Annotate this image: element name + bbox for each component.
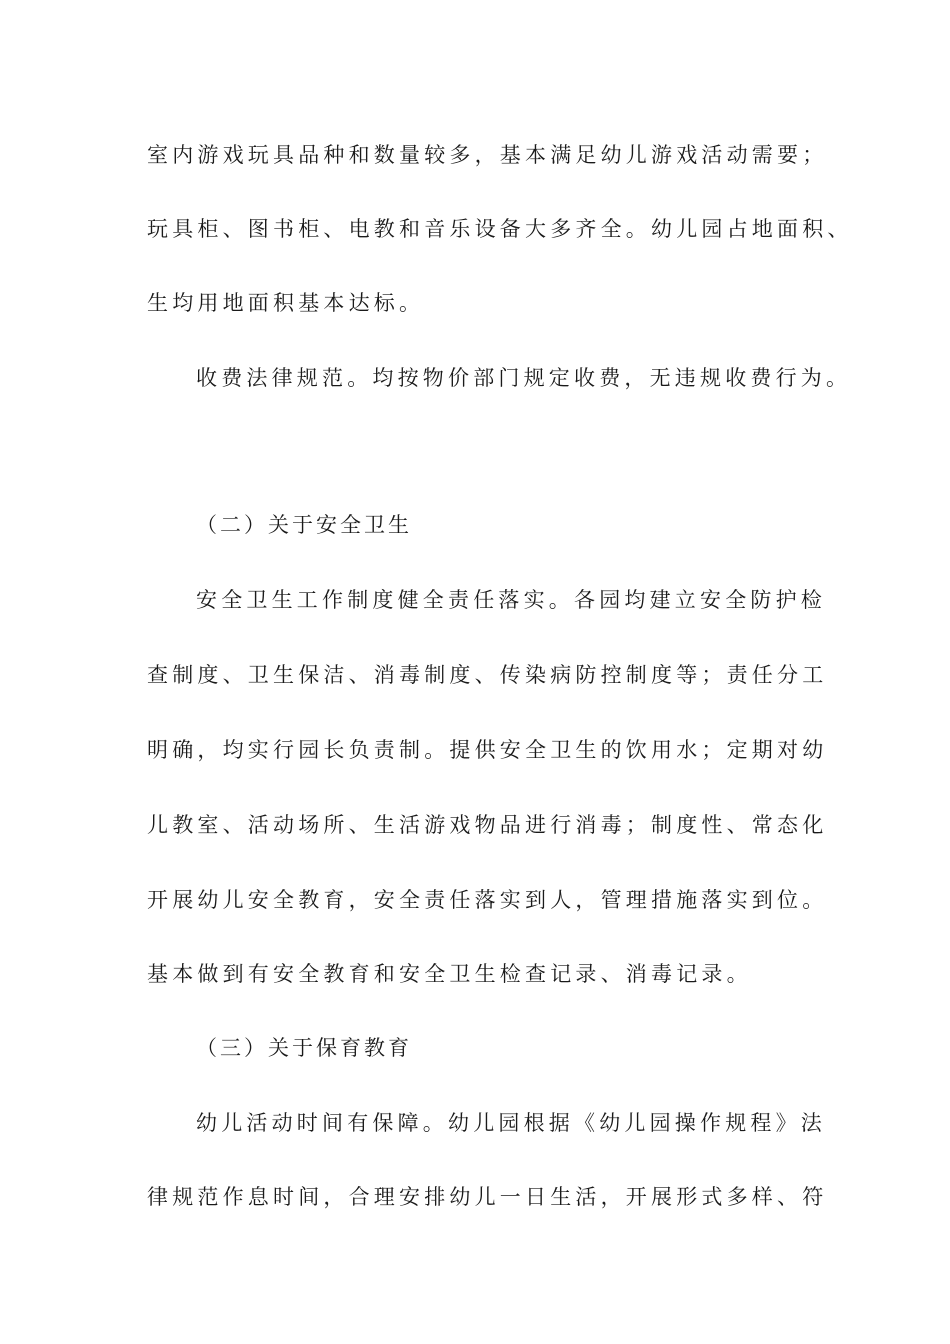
paragraph-line: 基本做到有安全教育和安全卫生检查记录、消毒记录。 [147,962,752,986]
paragraph-line: 儿教室、活动场所、生活游戏物品进行消毒；制度性、常态化 [147,813,828,837]
paragraph-line: 室内游戏玩具品种和数量较多，基本满足幼儿游戏活动需要； [147,143,828,167]
section-heading: （三）关于保育教育 [196,1036,412,1060]
paragraph-line: 收费法律规范。均按物价部门规定收费，无违规收费行为。 [196,366,852,390]
paragraph-line: 幼儿活动时间有保障。幼儿园根据《幼儿园操作规程》法 [196,1111,826,1135]
paragraph-line: 玩具柜、图书柜、电教和音乐设备大多齐全。幼儿园占地面积、 [147,217,853,241]
paragraph-line: 律规范作息时间，合理安排幼儿一日生活，开展形式多样、符 [147,1185,828,1209]
paragraph-line: 查制度、卫生保洁、消毒制度、传染病防控制度等；责任分工 [147,663,828,687]
paragraph-line: 生均用地面积基本达标。 [147,291,425,315]
paragraph-line: 明确，均实行园长负责制。提供安全卫生的饮用水；定期对幼 [147,738,828,762]
paragraph-line: 开展幼儿安全教育，安全责任落实到人，管理措施落实到位。 [147,888,828,912]
section-heading: （二）关于安全卫生 [196,513,412,537]
paragraph-line: 安全卫生工作制度健全责任落实。各园均建立安全防护检 [196,588,826,612]
